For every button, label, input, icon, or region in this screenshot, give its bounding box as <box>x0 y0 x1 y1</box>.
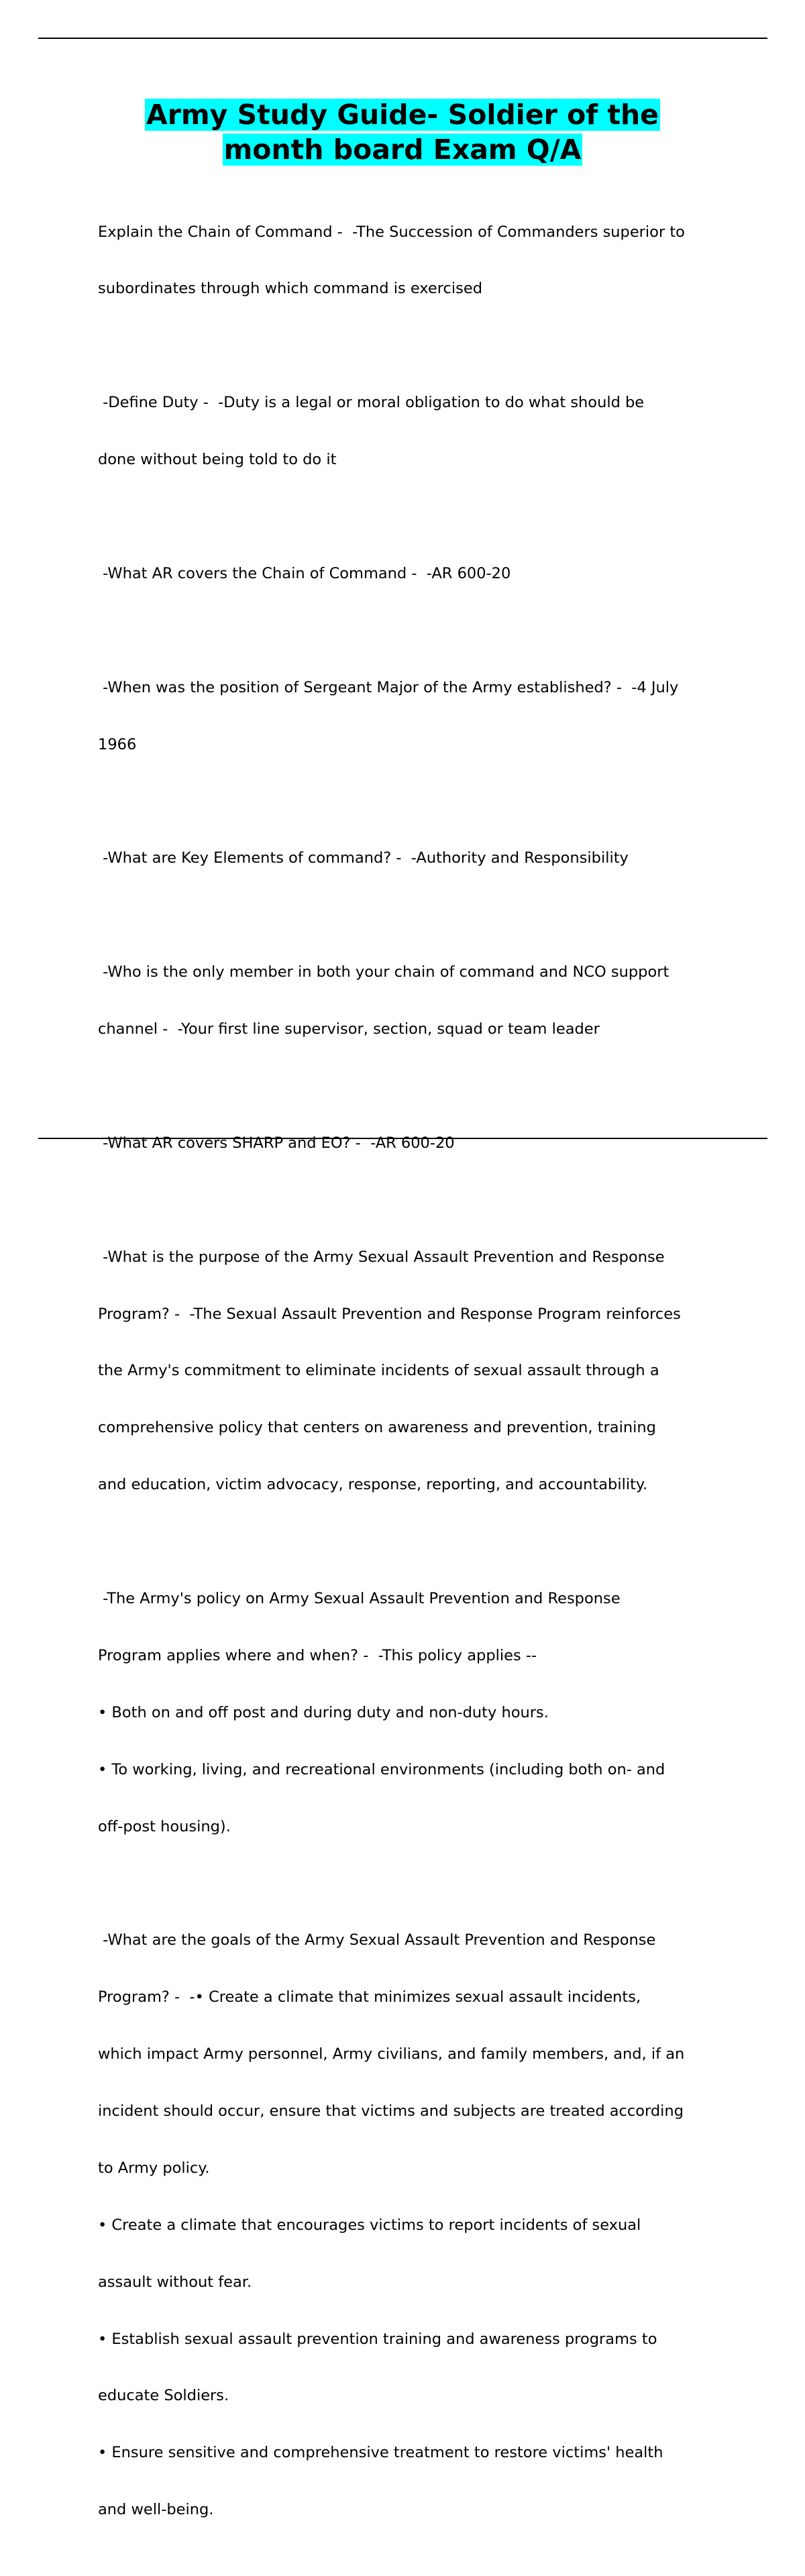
qa-line: -Who is the only member in both your chain of command and NCO support <box>98 963 669 981</box>
qa-line: channel - -Your first line supervisor, section, squad or team leader <box>98 1020 600 1038</box>
qa-line: and education, victim advocacy, response, reporting, and accountability. <box>98 1476 648 1494</box>
qa-bullet-line: • Ensure sensitive and comprehensive treatment to restore victims' health <box>98 2444 663 2462</box>
qa-line: Program applies where and when? - -This policy applies -- <box>98 1646 537 1664</box>
title-line-2: month board Exam Q/A <box>223 133 582 166</box>
title-line-1: Army Study Guide- Soldier of the <box>146 99 659 131</box>
qa-line: -Define Duty - -Duty is a legal or moral obligation to do what should be <box>98 394 645 412</box>
qa-bullet-line: • To working, living, and recreational environments (including both on- and <box>98 1760 665 1778</box>
qa-line: Program? - -• Create a climate that minimizes sexual assault incidents, <box>98 1988 641 2006</box>
qa-line: -What AR covers SHARP and EO? - -AR 600-20 <box>98 1134 455 1152</box>
qa-item <box>98 356 735 507</box>
qa-line: to Army policy. <box>98 2159 210 2177</box>
qa-list <box>98 184 735 2576</box>
qa-item <box>98 1210 735 1532</box>
qa-item <box>98 1551 735 1874</box>
top-rule <box>38 38 767 39</box>
qa-line: incident should occur, ensure that victims and subjects are treated according <box>98 2102 684 2120</box>
qa-line: Explain the Chain of Command - -The Succession of Commanders superior to <box>98 223 685 241</box>
qa-item <box>98 184 735 336</box>
qa-line: -What is the purpose of the Army Sexual Assault Prevention and Response <box>98 1248 665 1266</box>
qa-line: the Army's commitment to eliminate incidents of sexual assault through a <box>98 1362 659 1380</box>
qa-line: -What are Key Elements of command? - -Authority and Responsibility <box>98 849 629 867</box>
qa-line: which impact Army personnel, Army civilians, and family members, and, if an <box>98 2045 685 2063</box>
qa-line: done without being told to do it <box>98 451 337 469</box>
qa-item <box>98 640 735 792</box>
qa-line: 1966 <box>98 735 137 753</box>
qa-item <box>98 811 735 906</box>
qa-line: educate Soldiers. <box>98 2387 229 2405</box>
qa-bullet-line: • Both on and off post and during duty and non-duty hours. <box>98 1703 549 1721</box>
qa-item <box>98 1095 735 1190</box>
qa-line: comprehensive policy that centers on awareness and prevention, training <box>98 1419 656 1437</box>
qa-bullet-line: • Create a climate that encourages victims to report incidents of sexual <box>98 2216 641 2234</box>
qa-line: assault without fear. <box>98 2273 252 2291</box>
qa-item <box>98 526 735 621</box>
qa-line: -What are the goals of the Army Sexual Assault Prevention and Response <box>98 1931 656 1949</box>
qa-item <box>98 925 735 1077</box>
qa-line: -What AR covers the Chain of Command - -AR 600-20 <box>98 564 511 582</box>
qa-item <box>98 1893 735 2557</box>
qa-line: off-post housing). <box>98 1817 231 1835</box>
bottom-rule <box>38 1138 767 1139</box>
qa-line: Program? - -The Sexual Assault Prevention and Response Program reinforces <box>98 1305 681 1323</box>
document-title <box>0 97 805 167</box>
qa-line: -When was the position of Sergeant Major of the Army established? - -4 July <box>98 678 679 696</box>
qa-line: and well-being. <box>98 2501 214 2519</box>
qa-line: subordinates through which command is exercised <box>98 280 482 298</box>
qa-line: -The Army's policy on Army Sexual Assault Prevention and Response <box>98 1589 621 1607</box>
qa-bullet-line: • Establish sexual assault prevention training and awareness programs to <box>98 2330 657 2348</box>
